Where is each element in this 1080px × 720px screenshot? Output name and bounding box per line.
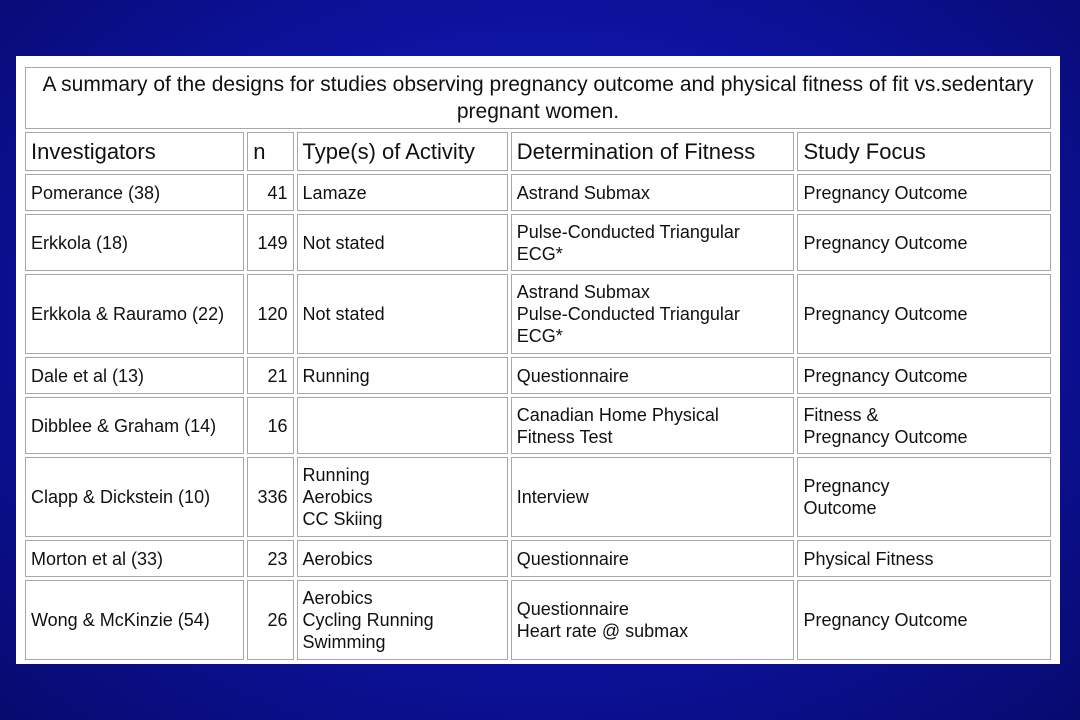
cell-activity-line: Running bbox=[302, 465, 370, 485]
cell-focus-line: Physical Fitness bbox=[803, 548, 934, 569]
cell-investigators: Erkkola (18) bbox=[25, 214, 244, 271]
cell-activity-line: Cycling Running bbox=[302, 610, 434, 630]
cell-n: 149 bbox=[247, 214, 293, 271]
cell-activity bbox=[297, 397, 508, 454]
cell-investigators: Pomerance (38) bbox=[25, 174, 244, 211]
cell-focus-line: Pregnancy Outcome bbox=[803, 426, 968, 447]
cell-focus-line: Pregnancy Outcome bbox=[803, 365, 968, 386]
cell-fitness-line: Pulse-Conducted Triangular bbox=[516, 304, 740, 324]
table-caption: A summary of the designs for studies observing pregnancy outcome and physical fitness of fit vs.sedentary pregnant women. bbox=[25, 67, 1051, 129]
cell-fitness-line: Fitness Test bbox=[516, 426, 613, 447]
cell-investigators: Wong & McKinzie (54) bbox=[25, 580, 244, 660]
cell-investigators: Clapp & Dickstein (10) bbox=[25, 457, 244, 537]
table-row bbox=[25, 214, 1051, 271]
cell-focus-line: Pregnancy Outcome bbox=[803, 182, 968, 203]
cell-fitness bbox=[511, 540, 795, 577]
table-row bbox=[25, 357, 1051, 394]
cell-fitness-line: Canadian Home Physical bbox=[516, 404, 719, 425]
cell-fitness-line: ECG* bbox=[516, 326, 563, 346]
cell-fitness bbox=[511, 174, 795, 211]
cell-fitness bbox=[511, 214, 795, 271]
cell-focus bbox=[797, 580, 1051, 660]
cell-activity bbox=[297, 540, 508, 577]
cell-focus-line: Pregnancy bbox=[803, 476, 890, 496]
cell-investigators: Erkkola & Rauramo (22) bbox=[25, 274, 244, 354]
header-investigators: Investigators bbox=[25, 132, 244, 171]
cell-activity-line: Aerobics bbox=[302, 588, 373, 608]
cell-fitness bbox=[511, 457, 795, 537]
cell-focus bbox=[797, 214, 1051, 271]
cell-fitness-line: ECG* bbox=[516, 243, 563, 264]
cell-fitness bbox=[511, 397, 795, 454]
cell-investigators: Dibblee & Graham (14) bbox=[25, 397, 244, 454]
cell-activity-line: Running bbox=[302, 365, 370, 386]
cell-investigators: Morton et al (33) bbox=[25, 540, 244, 577]
cell-activity-line: CC Skiing bbox=[302, 509, 383, 529]
header-activity: Type(s) of Activity bbox=[297, 132, 508, 171]
cell-activity-line: Not stated bbox=[302, 304, 385, 324]
header-n: n bbox=[247, 132, 293, 171]
cell-activity-line: Swimming bbox=[302, 632, 386, 652]
cell-focus-line: Outcome bbox=[803, 498, 877, 518]
table-row bbox=[25, 540, 1051, 577]
table-row bbox=[25, 580, 1051, 660]
cell-focus bbox=[797, 540, 1051, 577]
table-row bbox=[25, 397, 1051, 454]
cell-n: 336 bbox=[247, 457, 293, 537]
cell-n: 16 bbox=[247, 397, 293, 454]
cell-fitness-line: Pulse-Conducted Triangular bbox=[516, 221, 740, 242]
cell-focus bbox=[797, 274, 1051, 354]
cell-activity bbox=[297, 174, 508, 211]
cell-focus-line: Pregnancy Outcome bbox=[803, 610, 968, 630]
cell-fitness-line: Heart rate @ submax bbox=[516, 621, 689, 641]
cell-fitness bbox=[511, 274, 795, 354]
cell-activity-line: Aerobics bbox=[302, 548, 373, 569]
cell-n: 120 bbox=[247, 274, 293, 354]
cell-focus bbox=[797, 357, 1051, 394]
cell-fitness-line: Astrand Submax bbox=[516, 282, 650, 302]
cell-activity bbox=[297, 580, 508, 660]
cell-n: 23 bbox=[247, 540, 293, 577]
cell-investigators: Dale et al (13) bbox=[25, 357, 244, 394]
cell-n: 26 bbox=[247, 580, 293, 660]
header-fitness: Determination of Fitness bbox=[511, 132, 795, 171]
cell-fitness bbox=[511, 580, 795, 660]
header-focus: Study Focus bbox=[797, 132, 1051, 171]
cell-activity-line: Lamaze bbox=[302, 182, 367, 203]
cell-activity bbox=[297, 457, 508, 537]
cell-focus bbox=[797, 397, 1051, 454]
cell-fitness-line: Questionnaire bbox=[516, 599, 629, 619]
cell-activity bbox=[297, 357, 508, 394]
cell-fitness-line: Astrand Submax bbox=[516, 182, 650, 203]
cell-focus-line: Pregnancy Outcome bbox=[803, 232, 968, 253]
cell-activity-line: Aerobics bbox=[302, 487, 373, 507]
table-row bbox=[25, 457, 1051, 537]
cell-fitness-line: Questionnaire bbox=[516, 365, 629, 386]
table-row bbox=[25, 174, 1051, 211]
table-row bbox=[25, 274, 1051, 354]
cell-fitness-line: Questionnaire bbox=[516, 548, 629, 569]
cell-focus-line: Fitness & bbox=[803, 404, 879, 425]
cell-fitness bbox=[511, 357, 795, 394]
cell-activity-line: Not stated bbox=[302, 232, 385, 253]
summary-table bbox=[22, 64, 1054, 663]
cell-n: 21 bbox=[247, 357, 293, 394]
cell-activity bbox=[297, 274, 508, 354]
cell-focus bbox=[797, 174, 1051, 211]
cell-fitness-line: Interview bbox=[516, 487, 589, 507]
header-row bbox=[25, 132, 1051, 171]
cell-n: 41 bbox=[247, 174, 293, 211]
caption-row bbox=[25, 67, 1051, 129]
slide-panel bbox=[16, 56, 1060, 664]
cell-focus-line: Pregnancy Outcome bbox=[803, 304, 968, 324]
cell-activity bbox=[297, 214, 508, 271]
cell-focus bbox=[797, 457, 1051, 537]
table-body bbox=[25, 174, 1051, 660]
